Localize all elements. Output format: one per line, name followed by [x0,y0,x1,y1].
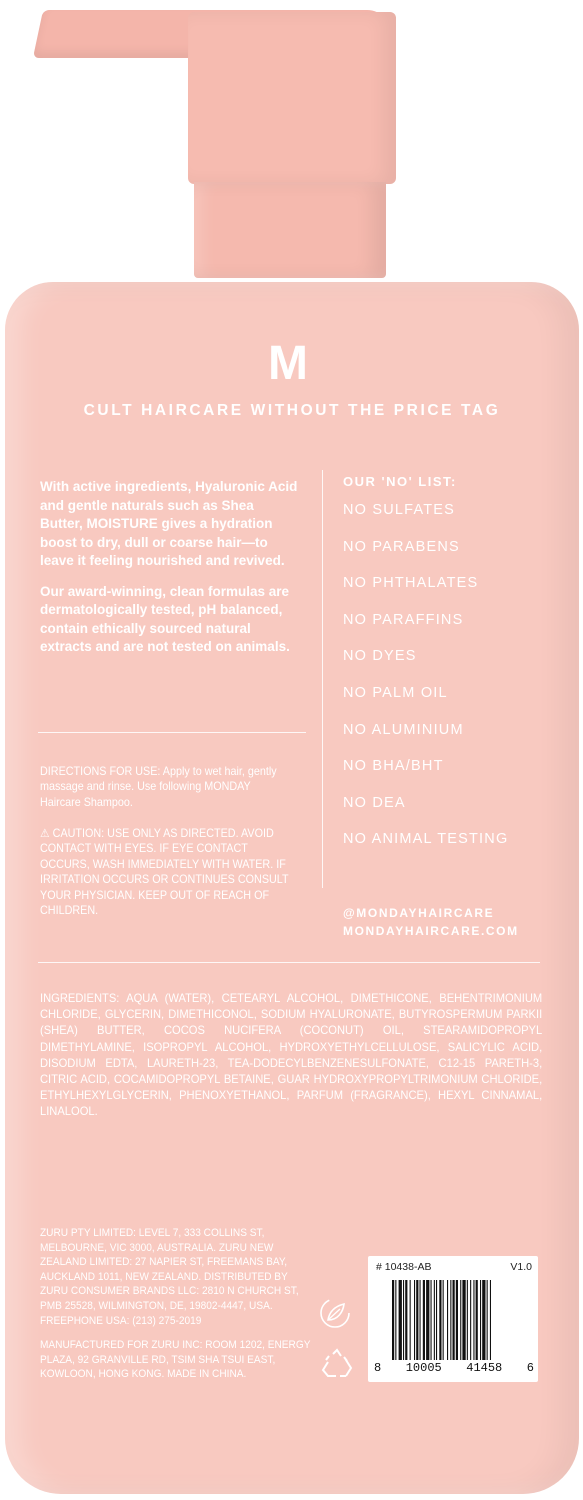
barcode-bar [456,1280,458,1360]
barcode-bar [480,1280,481,1360]
manufacturer-text: MANUFACTURED FOR ZURU INC: ROOM 1202, ENERGY PLAZA, 92 GRANVILLE RD, TSIM SHA TSUI EAST, KOWLOON, HONG KONG. MADE IN CHINA. [40,1339,311,1381]
barcode-bar [426,1280,429,1360]
leaf-icon [318,1296,352,1330]
no-list-item: NO PARABENS [343,538,460,555]
column-divider [322,470,323,888]
barcode-bar [482,1280,485,1360]
barcode-label [368,1256,538,1382]
barcode-bar [403,1280,404,1360]
website: MONDAYHAIRCARE.COM [343,924,519,938]
no-list-item: NO DEA [343,794,406,811]
pump-head [188,12,396,184]
social-links [343,904,563,940]
barcode-bar [423,1280,425,1360]
barcode-bar [487,1280,488,1360]
barcode-bar [414,1280,415,1360]
no-list-item: NO DYES [343,648,417,665]
barcode-bar [476,1280,478,1360]
barcode-bar [405,1280,407,1360]
ingredients-text: INGREDIENTS: AQUA (WATER), CETEARYL ALCOHOL, DIMETHICONE, BEHENTRIMONIUM CHLORIDE, GLYCERIN, DIMETHICONOL, SODIUM HYALURONATE, BUTYROSPERMUM PARKII (SHEA) BUTTER, COCOS NUCIFERA (COCONUT) OIL, STEARAMIDOPROPYL DIMETHYLAMINE, ISOPROPYL ALCOHOL, HYDROXYETHYLCELLULOSE, SALICYLIC ACID, DISODIUM EDTA, LAURETH-23, TEA-DODECYLBENZENESULFONATE, C12-15 PARETH-3, CITRIC ACID, COCAMIDOPROPYL BETAINE, GUAR HYDROXYPROPYLTRIMONIUM CHLORIDE, ETHYLHEXYLGLYCERIN, PHENOXYETHANOL, PARFUM (FRAGRANCE), HEXYL CINNAMAL, LINALOOL. [40,991,543,1119]
barcode-bar [473,1280,474,1360]
intro-text [40,478,300,669]
barcode-digit-group: 8 [374,1361,382,1375]
barcode-bar [470,1280,471,1360]
barcode-bar [453,1280,455,1360]
no-list [343,474,563,868]
no-list-item: NO ANIMAL TESTING [343,831,509,848]
no-list-item: NO PALM OIL [343,684,448,701]
no-list-item: NO PHTHALATES [343,575,479,592]
no-list-item: NO PARAFFINS [343,611,464,628]
barcode-digit-group: 6 [526,1361,534,1375]
barcode-bar [490,1280,491,1360]
barcode-bar [395,1280,396,1360]
product-code: # 10438-AB [376,1261,432,1273]
barcode-bar [450,1280,451,1360]
barcode-bar [443,1280,444,1360]
section-divider [38,732,306,733]
brand-tagline: CULT HAIRCARE WITHOUT THE PRICE TAG [83,402,501,419]
barcode-digit-group: 41458 [466,1361,503,1375]
barcode-header [376,1261,532,1273]
version-label: V1.0 [510,1261,532,1273]
barcode-digit-group: 10005 [405,1361,442,1375]
caution-text: ⚠ CAUTION: USE ONLY AS DIRECTED. AVOID CONTACT WITH EYES. IF EYE CONTACT OCCURS, WASH IMMEDIATELY WITH WATER. IF IRRITATION OCCURS OR CONTINUES CONSULT YOUR PHYSICIAN. KEEP OUT OF REACH OF CHILDREN. [40,827,289,918]
social-handle: @MONDAYHAIRCARE [343,906,495,920]
barcode-bars [392,1280,524,1360]
recycle-icon [320,1348,354,1380]
directions-text: DIRECTIONS FOR USE: Apply to wet hair, gently massage and rinse. Use following MONDAY Haircare Shampoo. [40,765,277,809]
barcode-digits [374,1361,534,1375]
barcode-bar [399,1280,402,1360]
distribution-text: ZURU PTY LIMITED: LEVEL 7, 333 COLLINS ST, MELBOURNE, VIC 3000, AUSTRALIA. ZURU NEW ZEALAND LIMITED: 27 NAPIER ST, FREEMANS BAY, AUCKLAND 1011, NEW ZEALAND. DISTRIBUTED BY ZURU CONSUMER BRANDS LLC: 2810 N CHURCH ST, PMB 25528, WILMINGTON, DE, 19802-4447, USA. FREEPHONE USA: (213) 275-2019 [40,1227,299,1327]
barcode-bar [436,1280,437,1360]
section-divider [38,962,540,963]
barcode-bar [420,1280,421,1360]
barcode-bar [439,1280,441,1360]
barcode-bar [392,1280,394,1360]
no-list-heading: OUR 'NO' LIST: [343,474,457,489]
no-list-item: NO SULFATES [343,502,456,518]
no-list-item: NO ALUMINIUM [343,721,464,738]
barcode-bar [431,1280,432,1360]
brand-logo: M [268,337,308,390]
intro-paragraph-1: With active ingredients, Hyaluronic Acid and gentle naturals such as Shea Butter, MOISTURE gives a hydration boost to dry, dull or coarse hair—to leave it feeling nourished and revived. [40,479,298,568]
barcode-bar [447,1280,448,1360]
pump-neck [194,182,386,278]
barcode-bar [460,1280,461,1360]
no-list-item: NO BHA/BHT [343,758,444,775]
barcode-bar [434,1280,435,1360]
barcode-bar [410,1280,411,1360]
barcode-bar [416,1280,418,1360]
intro-paragraph-2: Our award-winning, clean formulas are dermatologically tested, pH balanced, contain ethically sourced natural extracts and are not tested on animals. [40,583,290,654]
barcode-bar [462,1280,465,1360]
barcode-bar [467,1280,468,1360]
